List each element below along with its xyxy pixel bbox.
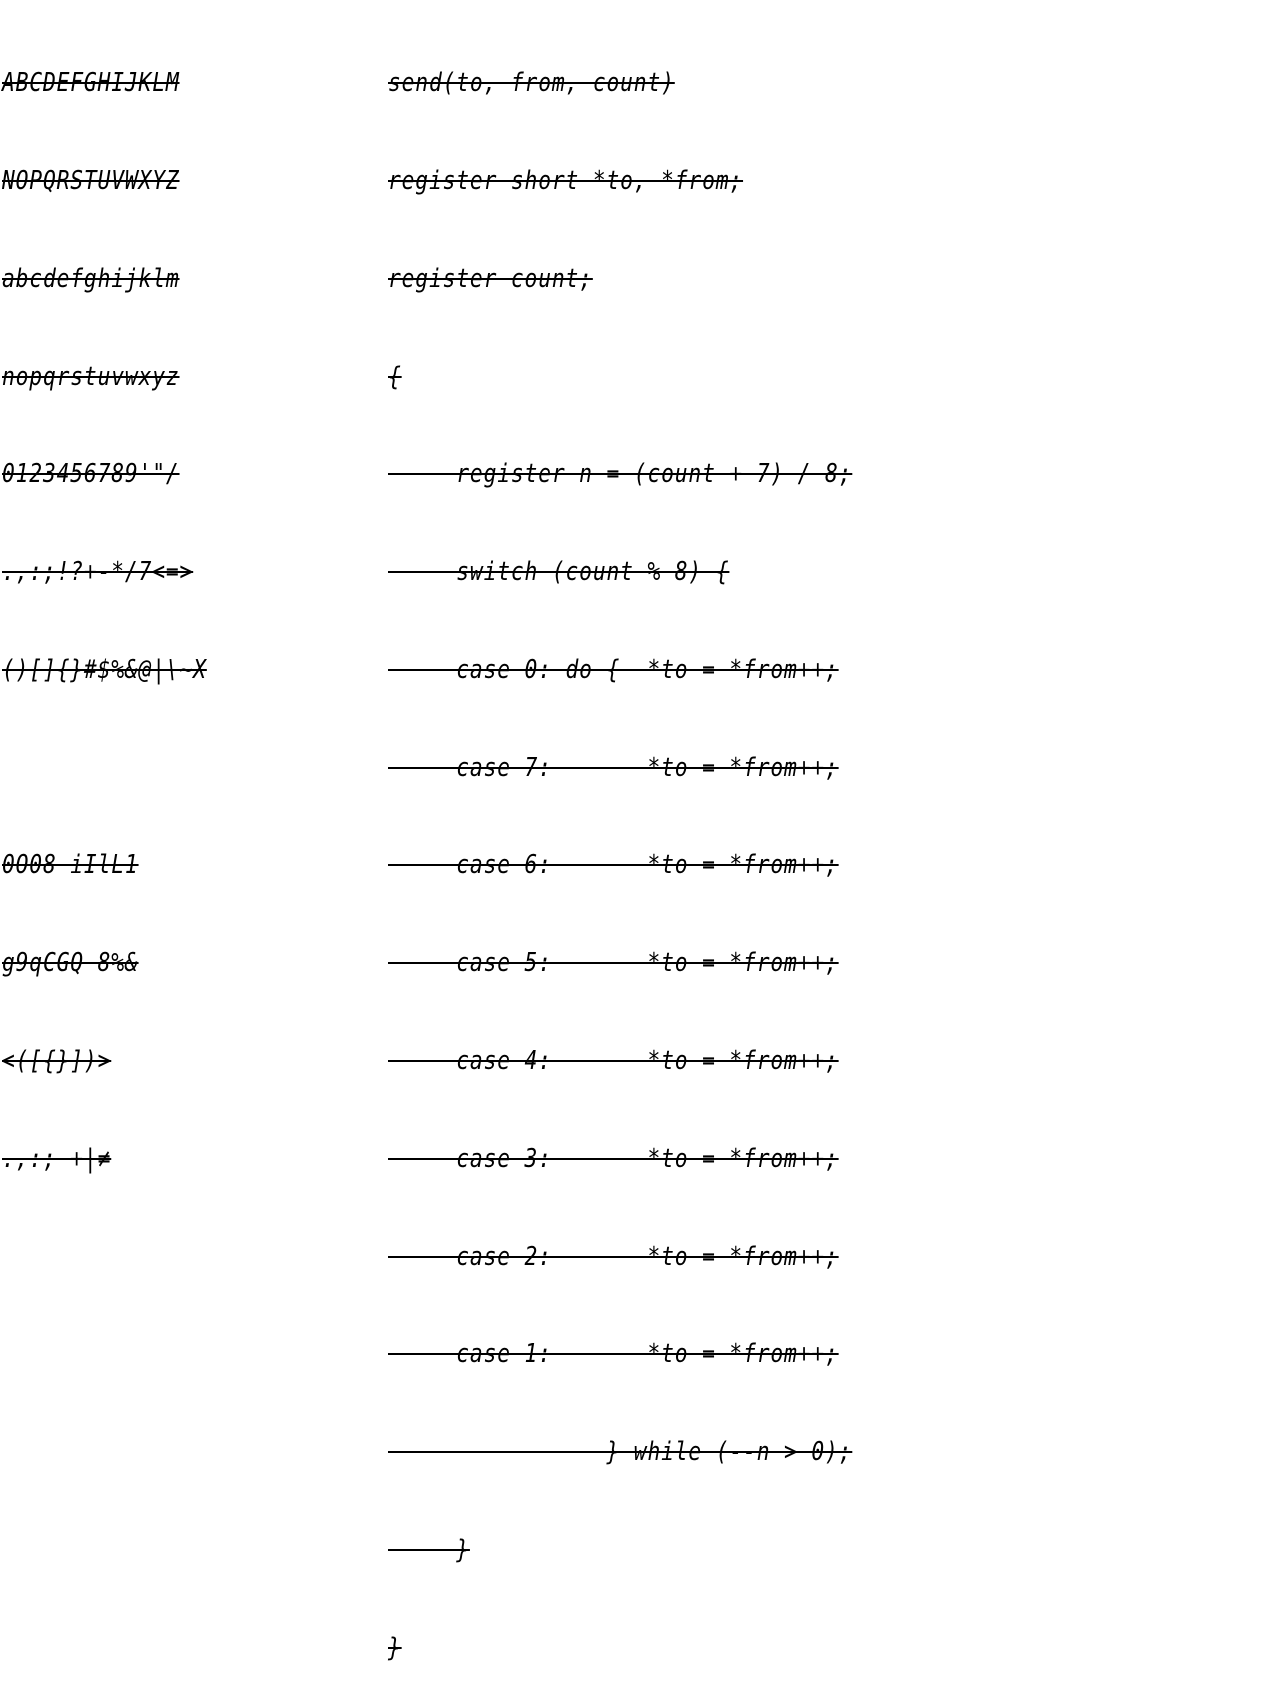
code-line: register short *to, *from; (388, 165, 744, 196)
code-line: } (388, 1632, 402, 1663)
code-line: send(to, from, count) (388, 68, 675, 99)
code-line: } while (--n > 0); (388, 1437, 853, 1468)
specimen-line-lowercase-2: nopqrstuvwxyz (2, 361, 180, 392)
specimen-line-misc: .,:; +|≠ (2, 1143, 112, 1174)
code-line: { (388, 361, 402, 392)
code-line: register count; (388, 263, 593, 294)
specimen-line-brackets: <([{}])> (2, 1046, 112, 1076)
specimen-line-lowercase-1: abcdefghijklm (2, 263, 180, 294)
specimen-line-digits: 0123456789'"/ (2, 459, 180, 490)
specimen-line-uppercase-1: ABCDEFGHIJKLM (2, 68, 180, 99)
specimen-line-symbols: ()[]{}#$%&@|\~X (2, 654, 207, 685)
code-line: } (388, 1534, 470, 1565)
specimen-line-blank (2, 752, 207, 785)
code-line: case 3: *to = *from++; (388, 1143, 839, 1174)
code-line: case 5: *to = *from++; (388, 948, 839, 979)
code-line: case 4: *to = *from++; (388, 1046, 839, 1076)
code-line: case 2: *to = *from++; (388, 1241, 839, 1272)
code-line: case 0: do { *to = *from++; (388, 654, 839, 685)
code-line: case 1: *to = *from++; (388, 1339, 839, 1370)
specimen-line-punctuation: .,:;!?+-*/7<=> (2, 557, 194, 588)
code-line: register n = (count + 7) / 8; (388, 459, 853, 490)
specimen-line-similar-1: 0O08 iIlL1 (2, 850, 139, 881)
code-line: case 7: *to = *from++; (388, 752, 839, 783)
code-line: case 6: *to = *from++; (388, 850, 839, 881)
code-line: switch (count % 8) { (388, 557, 730, 588)
specimen-line-similar-2: g9qCGQ 8%& (2, 948, 139, 979)
glyph-specimen (2, 2, 207, 1208)
code-sample (388, 2, 852, 1697)
specimen-line-uppercase-2: NOPQRSTUVWXYZ (2, 165, 180, 196)
